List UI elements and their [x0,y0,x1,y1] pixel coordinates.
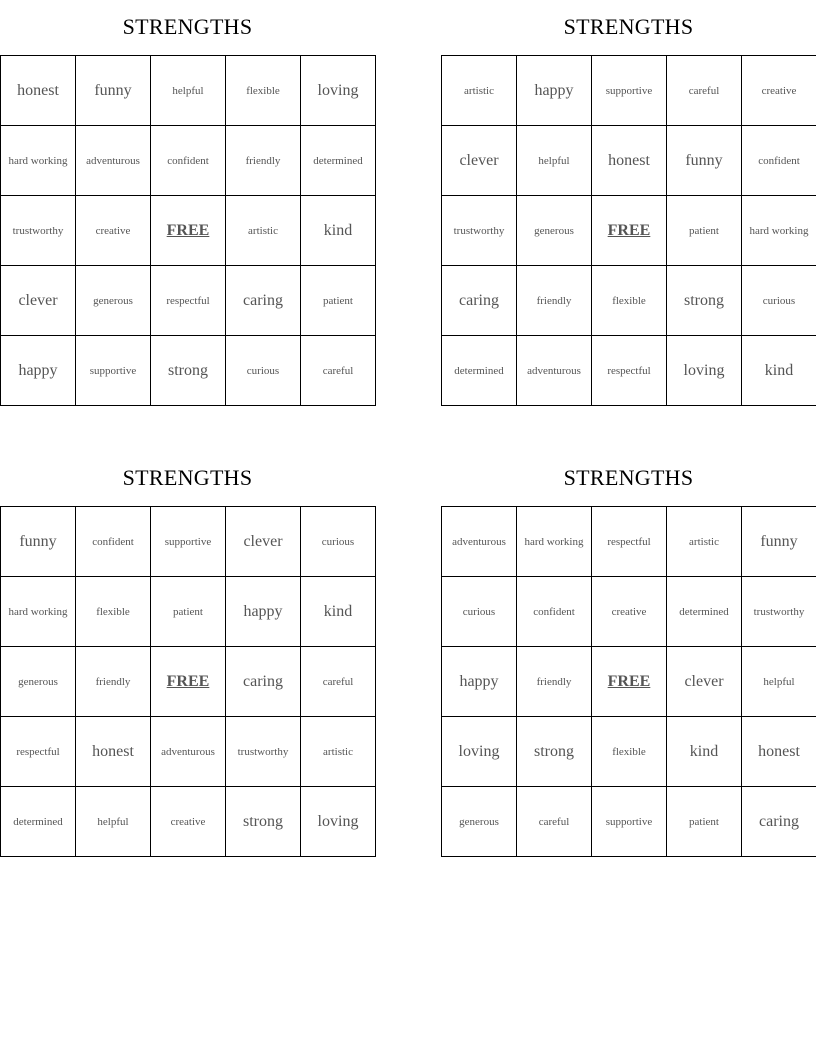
bingo-grid [0,506,376,857]
bingo-card-4 [441,451,816,857]
bingo-grid [441,55,816,406]
strength-cell: careful [301,647,376,717]
grid-row [442,787,816,857]
grid-row [1,266,376,336]
strength-cell: helpful [517,126,592,196]
strength-cell: determined [1,787,76,857]
strength-cell: flexible [592,717,667,787]
strength-cell: friendly [517,647,592,717]
free-space-cell: FREE [151,196,226,266]
grid-row [1,336,376,406]
grid-row [1,56,376,126]
strength-cell: trustworthy [742,577,816,647]
strength-cell: confident [742,126,816,196]
strength-cell: caring [226,647,301,717]
grid-row [1,507,376,577]
strength-cell: respectful [592,507,667,577]
strength-cell: helpful [76,787,151,857]
strength-cell: trustworthy [1,196,76,266]
strength-cell: patient [667,787,742,857]
strength-cell: happy [442,647,517,717]
strength-cell: happy [1,336,76,406]
strength-cell: determined [301,126,376,196]
strength-cell: friendly [226,126,301,196]
grid-row [442,266,816,336]
strength-cell: kind [667,717,742,787]
strength-cell: funny [1,507,76,577]
strength-cell: patient [301,266,376,336]
strength-cell: helpful [742,647,816,717]
strength-cell: respectful [151,266,226,336]
card-title: STRENGTHS [563,465,694,490]
strength-cell: generous [517,196,592,266]
grid-row [442,507,816,577]
grid-row [1,647,376,717]
strength-cell: flexible [76,577,151,647]
strength-cell: hard working [1,577,76,647]
grid-row [442,647,816,717]
strength-cell: generous [76,266,151,336]
grid-row [1,787,376,857]
strength-cell: kind [301,577,376,647]
strength-cell: creative [76,196,151,266]
strength-cell: kind [301,196,376,266]
strength-cell: flexible [592,266,667,336]
card-title: STRENGTHS [122,465,253,490]
strength-cell: strong [151,336,226,406]
grid-row [442,717,816,787]
strength-cell: strong [667,266,742,336]
strength-cell: patient [667,196,742,266]
strength-cell: curious [742,266,816,336]
strength-cell: creative [592,577,667,647]
strength-cell: caring [442,266,517,336]
bingo-card-2 [441,0,816,406]
strength-cell: clever [667,647,742,717]
strength-cell: supportive [592,56,667,126]
strength-cell: kind [742,336,816,406]
strength-cell: funny [742,507,816,577]
strength-cell: trustworthy [226,717,301,787]
strength-cell: clever [442,126,517,196]
grid-row [1,577,376,647]
grid-row [442,336,816,406]
grid-row [1,717,376,787]
grid-row [442,196,816,266]
strength-cell: honest [592,126,667,196]
strength-cell: funny [667,126,742,196]
free-space-cell: FREE [592,647,667,717]
strength-cell: strong [226,787,301,857]
strength-cell: creative [151,787,226,857]
grid-row [1,126,376,196]
strength-cell: flexible [226,56,301,126]
strength-cell: curious [301,507,376,577]
strength-cell: determined [667,577,742,647]
strength-cell: funny [76,56,151,126]
bingo-grid [0,55,376,406]
strength-cell: careful [667,56,742,126]
strength-cell: supportive [76,336,151,406]
strength-cell: honest [742,717,816,787]
grid-row [442,56,816,126]
strength-cell: respectful [1,717,76,787]
strength-cell: respectful [592,336,667,406]
strength-cell: friendly [76,647,151,717]
free-space-cell: FREE [151,647,226,717]
strength-cell: generous [1,647,76,717]
strength-cell: caring [226,266,301,336]
strength-cell: supportive [151,507,226,577]
strength-cell: confident [517,577,592,647]
strength-cell: trustworthy [442,196,517,266]
strength-cell: loving [301,56,376,126]
strength-cell: honest [1,56,76,126]
bingo-card-1 [0,0,375,406]
strength-cell: patient [151,577,226,647]
strength-cell: hard working [1,126,76,196]
grid-row [442,126,816,196]
strength-cell: clever [1,266,76,336]
strength-cell: artistic [667,507,742,577]
strength-cell: adventurous [151,717,226,787]
strength-cell: creative [742,56,816,126]
strength-cell: friendly [517,266,592,336]
strength-cell: adventurous [76,126,151,196]
strength-cell: determined [442,336,517,406]
card-title: STRENGTHS [563,14,694,39]
strength-cell: confident [76,507,151,577]
bingo-grid [441,506,816,857]
strength-cell: loving [667,336,742,406]
strength-cell: careful [517,787,592,857]
strength-cell: strong [517,717,592,787]
grid-row [442,577,816,647]
bingo-card-3 [0,451,375,857]
free-space-cell: FREE [592,196,667,266]
grid-row [1,196,376,266]
strength-cell: helpful [151,56,226,126]
strength-cell: curious [442,577,517,647]
strength-cell: hard working [742,196,816,266]
card-title: STRENGTHS [122,14,253,39]
strength-cell: adventurous [517,336,592,406]
strength-cell: generous [442,787,517,857]
strength-cell: loving [301,787,376,857]
strength-cell: caring [742,787,816,857]
strength-cell: confident [151,126,226,196]
strength-cell: artistic [226,196,301,266]
strength-cell: happy [226,577,301,647]
strength-cell: supportive [592,787,667,857]
strength-cell: curious [226,336,301,406]
strength-cell: adventurous [442,507,517,577]
strength-cell: hard working [517,507,592,577]
strength-cell: honest [76,717,151,787]
strength-cell: clever [226,507,301,577]
strength-cell: artistic [301,717,376,787]
strength-cell: careful [301,336,376,406]
strength-cell: happy [517,56,592,126]
strength-cell: artistic [442,56,517,126]
strength-cell: loving [442,717,517,787]
